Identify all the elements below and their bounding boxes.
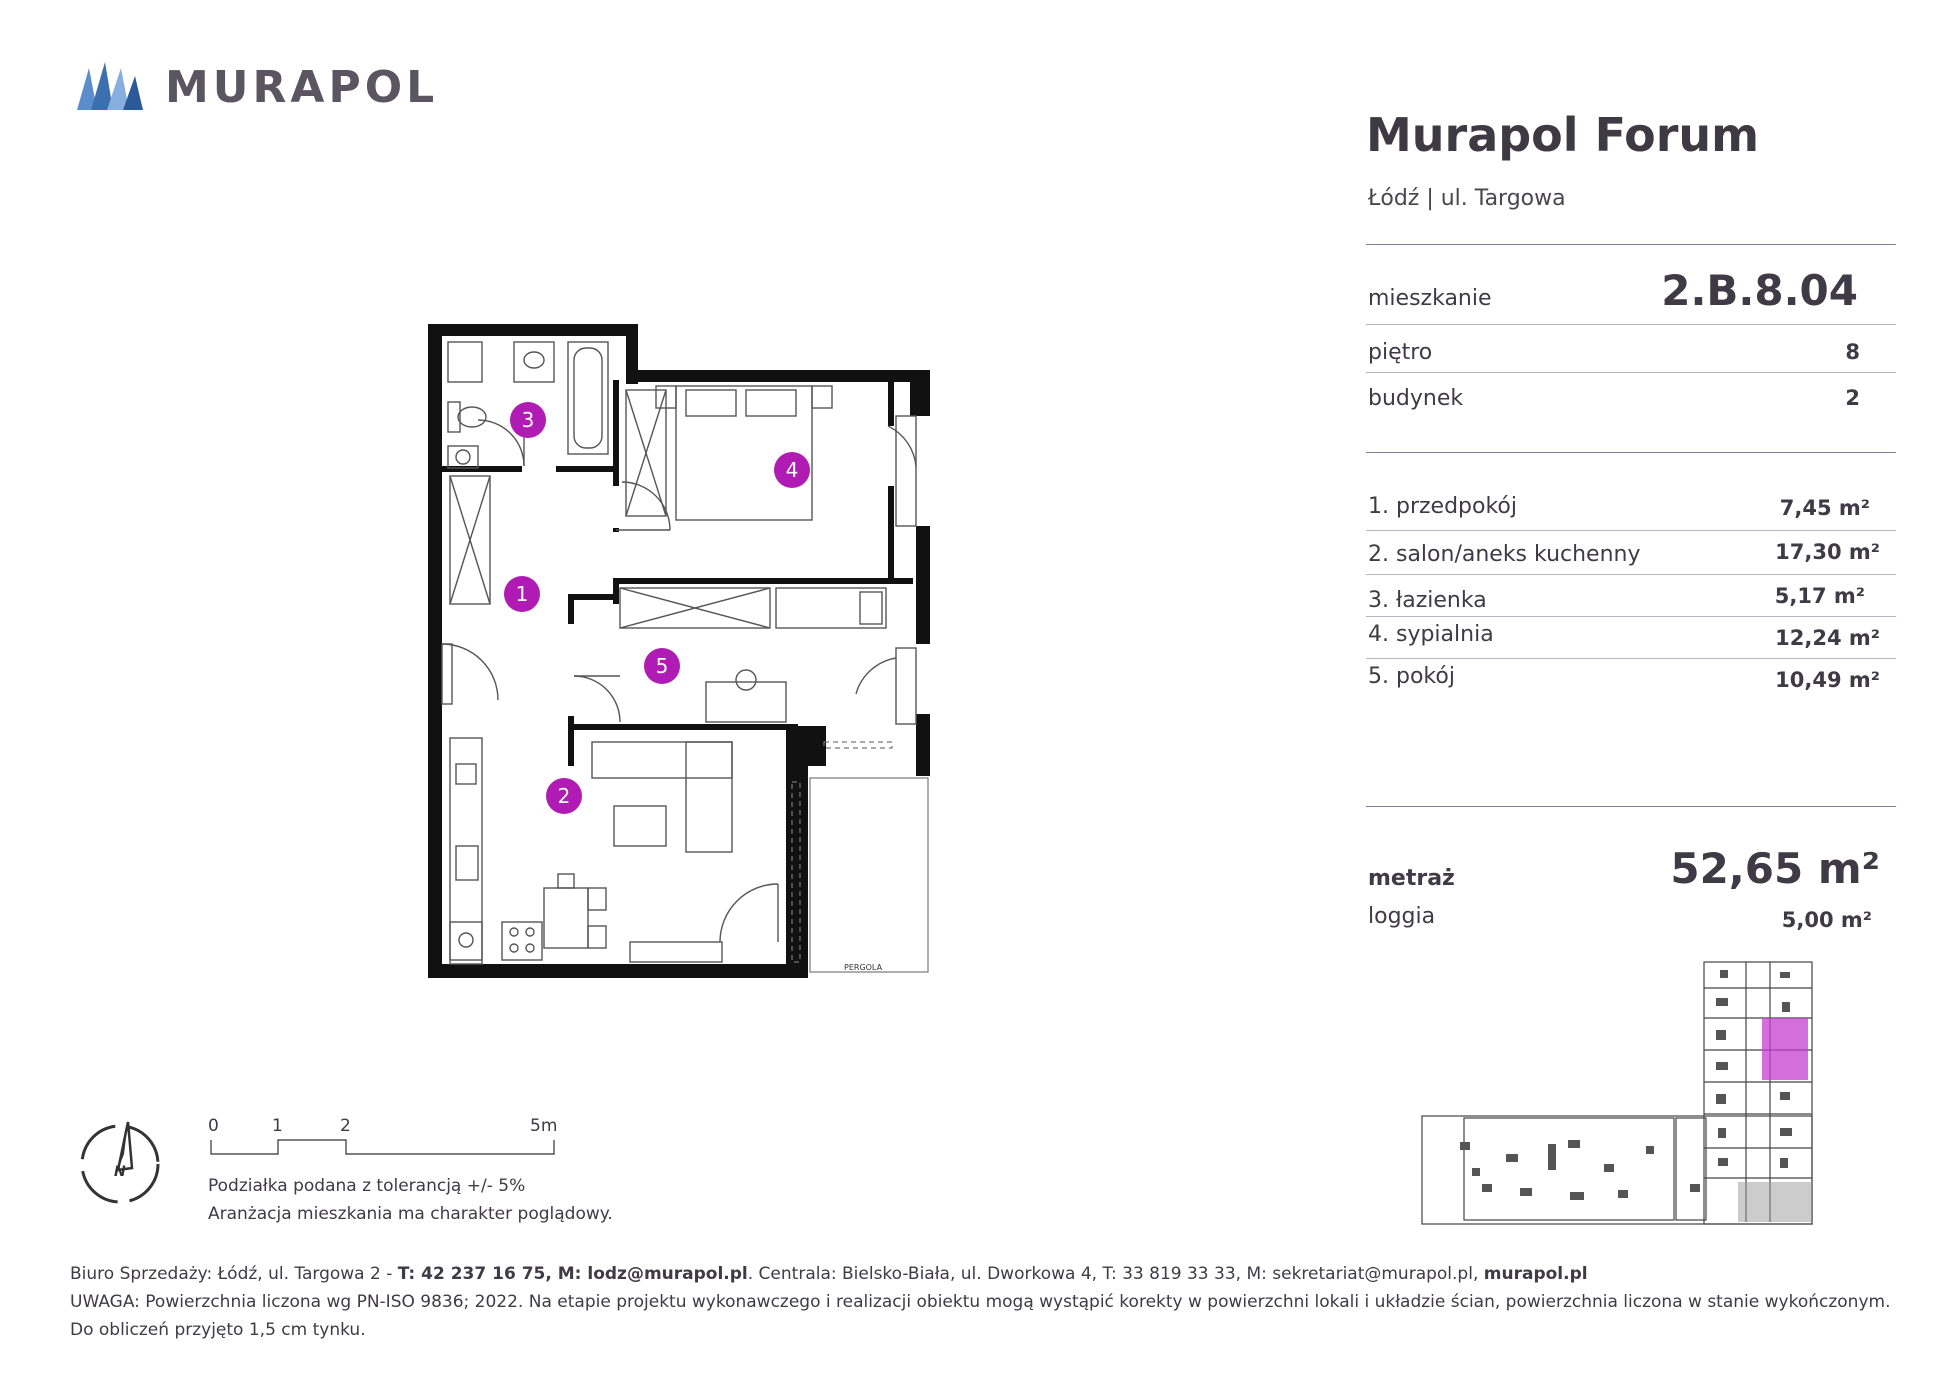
footer-headquarters: . Centrala: Bielsko-Biała, ul. Dworkowa 4, T: 33 819 33 33, M: sekretariat@murapol.pl, <box>747 1264 1484 1284</box>
logo-mark-icon <box>75 60 145 112</box>
walls <box>428 324 930 978</box>
apartment-number: 2.B.8.04 <box>1661 266 1858 315</box>
divider <box>1366 574 1896 575</box>
footer-phone: T: 42 237 16 75, M: lodz@murapol.pl <box>397 1264 748 1284</box>
room-area: 7,45 m² <box>1779 496 1870 520</box>
divider <box>1366 658 1896 659</box>
compass-icon <box>74 1114 170 1210</box>
divider <box>1366 324 1896 325</box>
compass-letter: N <box>114 1164 126 1180</box>
total-area: 52,65 m² <box>1670 844 1880 893</box>
wardrobe <box>450 390 666 604</box>
bed <box>616 386 916 530</box>
room-markers <box>504 402 810 814</box>
room-area: 10,49 m² <box>1775 668 1880 692</box>
loggia-label: loggia <box>1368 904 1436 929</box>
room-label: 3. łazienka <box>1368 588 1487 613</box>
project-location: Łódź | ul. Targowa <box>1368 186 1566 211</box>
room-area: 17,30 m² <box>1775 540 1880 564</box>
room-label: 2. salon/aneks kuchenny <box>1368 542 1641 567</box>
building-key-plan <box>1420 958 1820 1228</box>
room-marker-text: 4 <box>785 458 799 482</box>
room-area: 12,24 m² <box>1775 626 1880 650</box>
building-value: 2 <box>1845 386 1860 410</box>
room-label: 1. przedpokój <box>1368 494 1517 519</box>
divider <box>1366 530 1896 531</box>
scale-tick: 2 <box>340 1116 351 1136</box>
divider <box>1366 244 1896 245</box>
scale-tick: 0 <box>208 1116 219 1136</box>
footer-office: Biuro Sprzedaży: Łódź, ul. Targowa 2 - <box>70 1264 398 1284</box>
footer-disclaimer: UWAGA: Powierzchnia liczona wg PN-ISO 9836; 2022. Na etapie projektu wykonawczego i realizacji obiektu mogą wystąpić korekty w powierzchni lokali i układzie ścian, powierzchnia liczona w stanie wykończonym. <box>70 1292 1891 1312</box>
floor-plan <box>420 318 940 984</box>
room5-furniture <box>574 588 916 724</box>
scale-tick: 1 <box>272 1116 283 1136</box>
floor-value: 8 <box>1845 340 1860 364</box>
footer-plaster-note: Do obliczeń przyjęto 1,5 cm tynku. <box>70 1320 366 1340</box>
apartment-label: mieszkanie <box>1368 286 1492 311</box>
building-label: budynek <box>1368 386 1464 411</box>
living-room-furniture <box>442 644 778 964</box>
room-marker-text: 3 <box>521 408 535 432</box>
room-marker-text: 5 <box>655 654 669 678</box>
loggia-area: 5,00 m² <box>1781 908 1872 932</box>
room-marker-text: 1 <box>515 582 529 606</box>
footer-contact <box>70 1264 1588 1284</box>
brand-name: MURAPOL <box>165 62 439 113</box>
total-label: metraż <box>1368 866 1455 891</box>
loggia-outline <box>792 742 928 972</box>
divider <box>1366 616 1896 617</box>
room-marker-text: 2 <box>557 784 571 808</box>
pergola-label: PERGOLA <box>844 963 883 972</box>
divider <box>1366 452 1896 453</box>
room-area: 5,17 m² <box>1774 584 1865 608</box>
apartment-highlight <box>1762 1018 1808 1080</box>
scale-note: Podziałka podana z tolerancją +/- 5% <box>208 1176 526 1196</box>
project-title: Murapol Forum <box>1366 108 1760 162</box>
scale-bar <box>210 1138 556 1158</box>
floor-label: piętro <box>1368 340 1433 365</box>
arrangement-note: Aranżacja mieszkania ma charakter poglądowy. <box>208 1204 613 1224</box>
room-label: 4. sypialnia <box>1368 622 1494 647</box>
room-label: 5. pokój <box>1368 664 1455 689</box>
footer-website-link[interactable]: murapol.pl <box>1483 1264 1588 1284</box>
scale-tick: 5m <box>530 1116 558 1136</box>
murapol-logo <box>75 60 145 117</box>
divider <box>1366 372 1896 373</box>
divider <box>1366 806 1896 807</box>
